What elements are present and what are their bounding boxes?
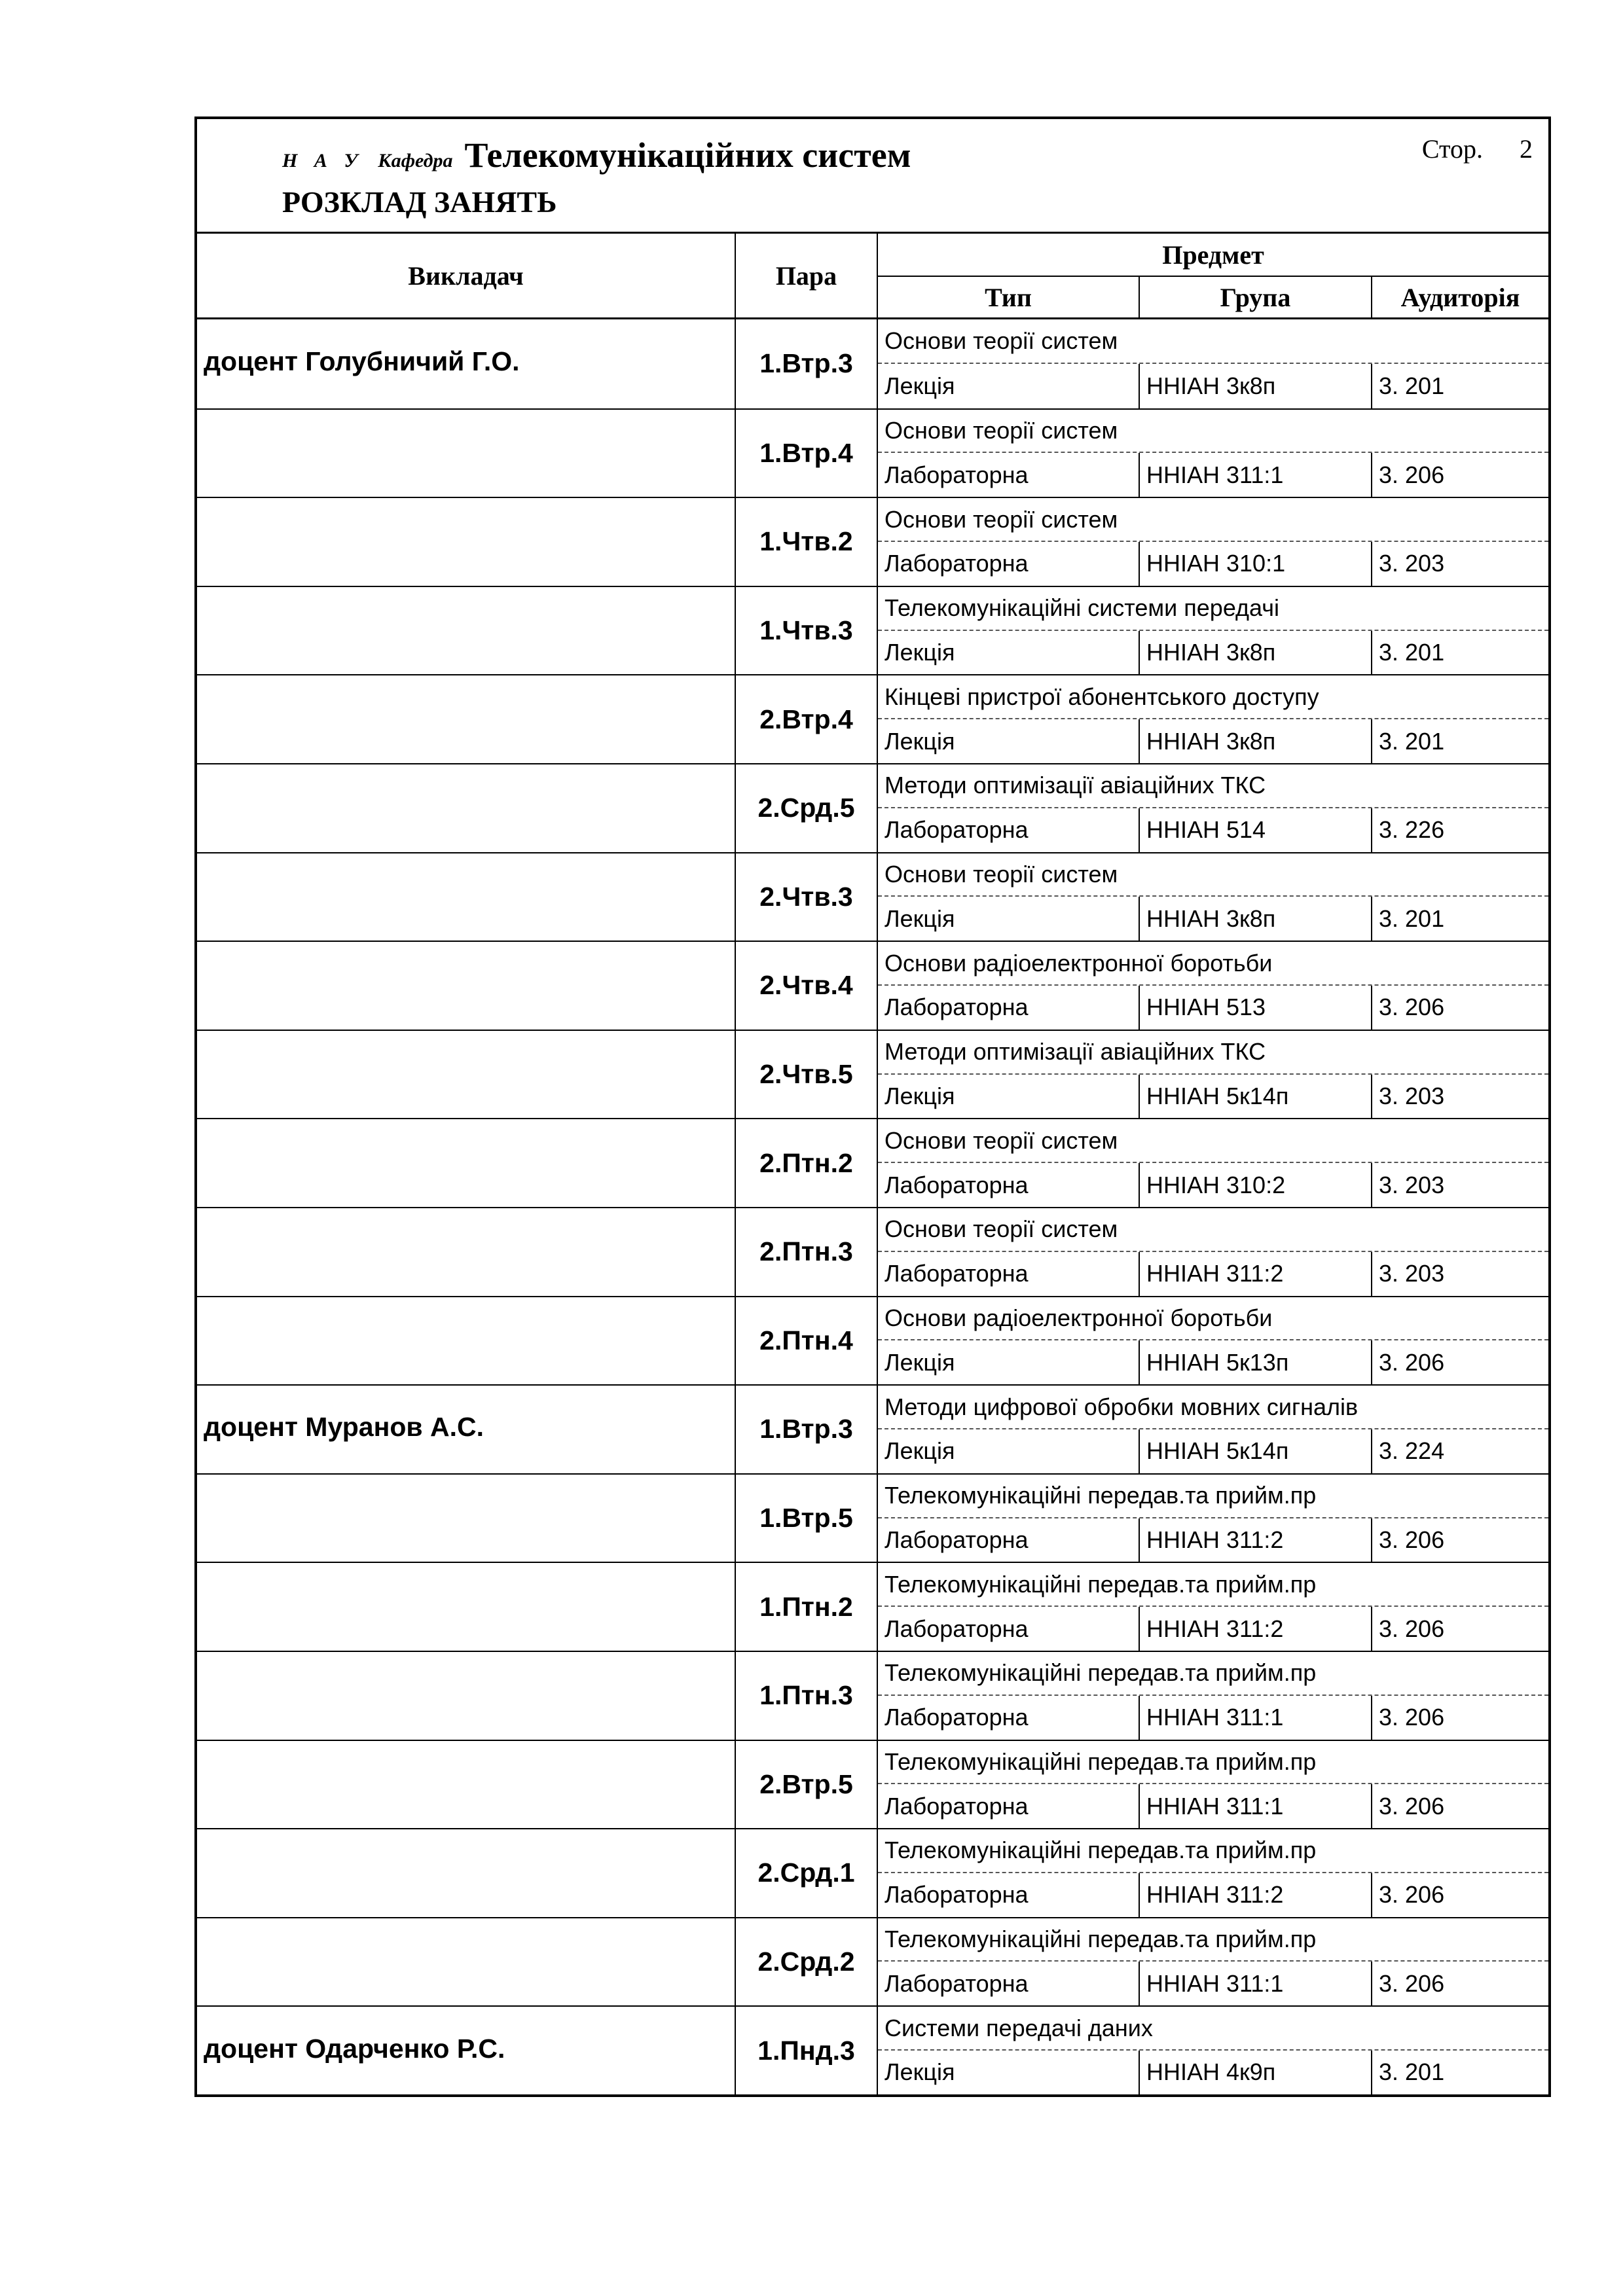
group-name: ННІАН 5к13п xyxy=(1139,1340,1371,1384)
dept-prefix: Кафедра xyxy=(378,150,453,171)
lesson-type: Лекція xyxy=(884,372,955,399)
subject-details xyxy=(878,1873,1548,1917)
subject-name: Основи радіоелектронної боротьби xyxy=(878,942,1548,986)
room-number: 3. 206 xyxy=(1371,453,1548,497)
pair-cell: 2.Чтв.4 xyxy=(736,942,878,1030)
schedule-row xyxy=(197,1651,1548,1740)
subject-cell xyxy=(878,410,1548,497)
pair-cell: 1.Птн.2 xyxy=(736,1563,878,1651)
subject-cell xyxy=(878,1741,1548,1829)
pair-cell: 1.Чтв.3 xyxy=(736,587,878,675)
pair-cell: 1.Втр.3 xyxy=(736,319,878,408)
pair-cell: 2.Срд.5 xyxy=(736,764,878,852)
subject-cell xyxy=(878,1031,1548,1119)
teacher-cell xyxy=(197,587,736,675)
subject-details xyxy=(878,1075,1548,1119)
lesson-type: Лабораторна xyxy=(884,1171,1029,1198)
pair-cell: 1.Втр.5 xyxy=(736,1475,878,1562)
lesson-type: Лабораторна xyxy=(884,1615,1029,1642)
group-name: ННІАН 513 xyxy=(1139,986,1371,1030)
pair-cell: 2.Срд.1 xyxy=(736,1829,878,1917)
teacher-cell: доцент Голубничий Г.О. xyxy=(197,319,736,408)
lesson-type: Лабораторна xyxy=(884,1526,1029,1553)
schedule-row xyxy=(197,1917,1548,2006)
subject-name: Методи оптимізації авіаційних ТКС xyxy=(878,1031,1548,1075)
teacher-cell: доцент Муранов А.С. xyxy=(197,1386,736,1473)
schedule-row xyxy=(197,1030,1548,1119)
room-number: 3. 201 xyxy=(1371,897,1548,941)
room-number: 3. 201 xyxy=(1371,631,1548,675)
lesson-type: Лабораторна xyxy=(884,461,1029,488)
schedule-row xyxy=(197,319,1548,408)
teacher-cell xyxy=(197,764,736,852)
subject-details xyxy=(878,719,1548,763)
subject-name: Телекомунікаційні передав.та прийм.пр xyxy=(878,1563,1548,1607)
subject-name: Основи теорії систем xyxy=(878,319,1548,364)
lesson-type: Лабораторна xyxy=(884,1260,1029,1287)
subject-name: Телекомунікаційні передав.та прийм.пр xyxy=(878,1918,1548,1962)
teacher-cell xyxy=(197,942,736,1030)
subject-name: Телекомунікаційні передав.та прийм.пр xyxy=(878,1652,1548,1696)
schedule-row xyxy=(197,1562,1548,1651)
subject-name: Основи теорії систем xyxy=(878,853,1548,897)
group-name: ННІАН 5к14п xyxy=(1139,1075,1371,1119)
pair-cell: 2.Втр.4 xyxy=(736,675,878,763)
room-number: 3. 206 xyxy=(1371,1784,1548,1828)
subject-cell xyxy=(878,1475,1548,1562)
subject-name: Основи теорії систем xyxy=(878,1208,1548,1252)
pair-cell: 2.Птн.2 xyxy=(736,1119,878,1207)
teacher-cell xyxy=(197,853,736,941)
group-name: ННІАН 311:1 xyxy=(1139,1784,1371,1828)
room-number: 3. 206 xyxy=(1371,1962,1548,2005)
schedule-row xyxy=(197,674,1548,763)
column-header-group: Група xyxy=(1139,277,1371,317)
group-name: ННІАН 311:1 xyxy=(1139,453,1371,497)
lesson-type: Лекція xyxy=(884,2058,955,2086)
subject-cell xyxy=(878,2007,1548,2094)
room-number: 3. 203 xyxy=(1371,1163,1548,1207)
subject-details xyxy=(878,1607,1548,1651)
teacher-cell xyxy=(197,1829,736,1917)
subject-cell xyxy=(878,1563,1548,1651)
column-headers xyxy=(197,234,1548,319)
pair-cell: 1.Втр.4 xyxy=(736,410,878,497)
schedule-row xyxy=(197,1828,1548,1917)
teacher-cell xyxy=(197,1563,736,1651)
teacher-cell xyxy=(197,1918,736,2006)
schedule-row xyxy=(197,1473,1548,1562)
subject-name: Основи радіоелектронної боротьби xyxy=(878,1297,1548,1341)
lesson-type: Лекція xyxy=(884,1437,955,1465)
subject-name: Основи теорії систем xyxy=(878,1119,1548,1163)
subject-name: Основи теорії систем xyxy=(878,410,1548,454)
room-number: 3. 203 xyxy=(1371,1075,1548,1119)
subject-name: Системи передачі даних xyxy=(878,2007,1548,2051)
subject-cell xyxy=(878,1208,1548,1296)
subject-cell xyxy=(878,853,1548,941)
group-name: ННІАН 311:1 xyxy=(1139,1962,1371,2005)
lesson-type: Лабораторна xyxy=(884,1881,1029,1909)
schedule-row xyxy=(197,586,1548,675)
teacher-cell xyxy=(197,1119,736,1207)
room-number: 3. 201 xyxy=(1371,2051,1548,2094)
schedule-row xyxy=(197,852,1548,941)
room-number: 3. 201 xyxy=(1371,364,1548,408)
pair-cell: 2.Птн.3 xyxy=(736,1208,878,1296)
subject-cell xyxy=(878,587,1548,675)
lesson-type: Лабораторна xyxy=(884,1792,1029,1820)
schedule-row xyxy=(197,1118,1548,1207)
schedule-row xyxy=(197,1207,1548,1296)
org-line xyxy=(282,135,911,175)
lesson-type: Лекція xyxy=(884,905,955,932)
group-name: ННІАН 3к8п xyxy=(1139,631,1371,675)
room-number: 3. 206 xyxy=(1371,1696,1548,1740)
schedule-row xyxy=(197,497,1548,586)
subject-details xyxy=(878,453,1548,497)
pair-cell: 1.Втр.3 xyxy=(736,1386,878,1473)
org-name: Н А У xyxy=(282,150,364,171)
lesson-type: Лабораторна xyxy=(884,994,1029,1021)
subject-name: Методи цифрової обробки мовних сигналів xyxy=(878,1386,1548,1429)
subject-details xyxy=(878,1962,1548,2005)
subject-details xyxy=(878,542,1548,586)
subject-cell xyxy=(878,1386,1548,1473)
subject-details xyxy=(878,1518,1548,1562)
lesson-type: Лекція xyxy=(884,727,955,755)
subject-cell xyxy=(878,1297,1548,1385)
lesson-type: Лабораторна xyxy=(884,816,1029,844)
schedule-row xyxy=(197,408,1548,497)
pair-cell: 2.Срд.2 xyxy=(736,1918,878,2006)
teacher-cell xyxy=(197,1741,736,1829)
schedule-rows xyxy=(197,319,1548,2094)
column-header-type: Тип xyxy=(985,282,1032,312)
subject-details xyxy=(878,1429,1548,1473)
page-label: Стор. xyxy=(1421,134,1483,164)
group-name: ННІАН 3к8п xyxy=(1139,897,1371,941)
schedule-row xyxy=(197,941,1548,1030)
group-name: ННІАН 4к9п xyxy=(1139,2051,1371,2094)
page-indicator xyxy=(1422,134,1533,164)
subject-details xyxy=(878,631,1548,675)
document-header xyxy=(197,119,1548,234)
subject-details xyxy=(878,1252,1548,1296)
group-name: ННІАН 3к8п xyxy=(1139,719,1371,763)
teacher-cell xyxy=(197,1475,736,1562)
pair-cell: 1.Пнд.3 xyxy=(736,2007,878,2094)
column-header-room: Аудиторія xyxy=(1371,277,1548,317)
subject-cell xyxy=(878,1918,1548,2006)
column-header-subject-group xyxy=(878,234,1548,317)
teacher-cell xyxy=(197,675,736,763)
room-number: 3. 206 xyxy=(1371,1518,1548,1562)
schedule-row xyxy=(197,763,1548,852)
teacher-cell xyxy=(197,1652,736,1740)
teacher-cell xyxy=(197,1297,736,1385)
subject-name: Телекомунікаційні передав.та прийм.пр xyxy=(878,1741,1548,1785)
subject-details xyxy=(878,1784,1548,1828)
subject-name: Телекомунікаційні передав.та прийм.пр xyxy=(878,1829,1548,1873)
column-subheaders xyxy=(878,277,1548,317)
teacher-cell xyxy=(197,1031,736,1119)
pair-cell: 2.Чтв.5 xyxy=(736,1031,878,1119)
teacher-cell xyxy=(197,498,736,586)
group-name: ННІАН 514 xyxy=(1139,808,1371,852)
subject-details xyxy=(878,1163,1548,1207)
subject-cell xyxy=(878,1829,1548,1917)
subject-name: Телекомунікаційні передав.та прийм.пр xyxy=(878,1475,1548,1518)
pair-cell: 2.Птн.4 xyxy=(736,1297,878,1385)
column-header-pair: Пара xyxy=(736,234,878,317)
schedule-sheet xyxy=(194,117,1551,2097)
lesson-type: Лекція xyxy=(884,638,955,666)
schedule-row xyxy=(197,1740,1548,1829)
lesson-type: Лабораторна xyxy=(884,1969,1029,1997)
subject-details xyxy=(878,986,1548,1030)
subject-cell xyxy=(878,764,1548,852)
dept-name: Телекомунікаційних систем xyxy=(464,135,911,175)
subject-details xyxy=(878,2051,1548,2094)
subject-name: Кінцеві пристрої абонентського доступу xyxy=(878,675,1548,719)
subject-details xyxy=(878,897,1548,941)
room-number: 3. 203 xyxy=(1371,1252,1548,1296)
teacher-cell xyxy=(197,1208,736,1296)
group-name: ННІАН 5к14п xyxy=(1139,1429,1371,1473)
pair-cell: 2.Втр.5 xyxy=(736,1741,878,1829)
group-name: ННІАН 311:2 xyxy=(1139,1518,1371,1562)
room-number: 3. 206 xyxy=(1371,1873,1548,1917)
teacher-cell xyxy=(197,410,736,497)
schedule-row xyxy=(197,1296,1548,1385)
pair-cell: 2.Чтв.3 xyxy=(736,853,878,941)
teacher-cell: доцент Одарченко Р.С. xyxy=(197,2007,736,2094)
group-name: ННІАН 3к8п xyxy=(1139,364,1371,408)
subject-cell xyxy=(878,319,1548,408)
room-number: 3. 201 xyxy=(1371,719,1548,763)
schedule-row xyxy=(197,2005,1548,2094)
subject-cell xyxy=(878,1652,1548,1740)
pair-cell: 1.Птн.3 xyxy=(736,1652,878,1740)
schedule-row xyxy=(197,1384,1548,1473)
room-number: 3. 226 xyxy=(1371,808,1548,852)
group-name: ННІАН 311:2 xyxy=(1139,1607,1371,1651)
subject-details xyxy=(878,1696,1548,1740)
room-number: 3. 206 xyxy=(1371,1340,1548,1384)
group-name: ННІАН 311:2 xyxy=(1139,1873,1371,1917)
subject-cell xyxy=(878,1119,1548,1207)
lesson-type: Лекція xyxy=(884,1348,955,1376)
subject-name: Методи оптимізації авіаційних ТКС xyxy=(878,764,1548,808)
column-header-subject: Предмет xyxy=(878,234,1548,277)
page-number: 2 xyxy=(1520,134,1533,164)
subject-cell xyxy=(878,498,1548,586)
group-name: ННІАН 311:2 xyxy=(1139,1252,1371,1296)
subject-details xyxy=(878,808,1548,852)
subject-details xyxy=(878,1340,1548,1384)
room-number: 3. 203 xyxy=(1371,542,1548,586)
subject-cell xyxy=(878,942,1548,1030)
subject-name: Основи теорії систем xyxy=(878,498,1548,542)
lesson-type: Лекція xyxy=(884,1082,955,1109)
room-number: 3. 206 xyxy=(1371,1607,1548,1651)
lesson-type: Лабораторна xyxy=(884,1704,1029,1731)
group-name: ННІАН 310:2 xyxy=(1139,1163,1371,1207)
document-title: РОЗКЛАД ЗАНЯТЬ xyxy=(282,185,557,219)
pair-cell: 1.Чтв.2 xyxy=(736,498,878,586)
group-name: ННІАН 311:1 xyxy=(1139,1696,1371,1740)
subject-name: Телекомунікаційні системи передачі xyxy=(878,587,1548,631)
column-header-teacher: Викладач xyxy=(197,234,736,317)
lesson-type: Лабораторна xyxy=(884,550,1029,577)
subject-details xyxy=(878,364,1548,408)
room-number: 3. 224 xyxy=(1371,1429,1548,1473)
room-number: 3. 206 xyxy=(1371,986,1548,1030)
group-name: ННІАН 310:1 xyxy=(1139,542,1371,586)
subject-cell xyxy=(878,675,1548,763)
